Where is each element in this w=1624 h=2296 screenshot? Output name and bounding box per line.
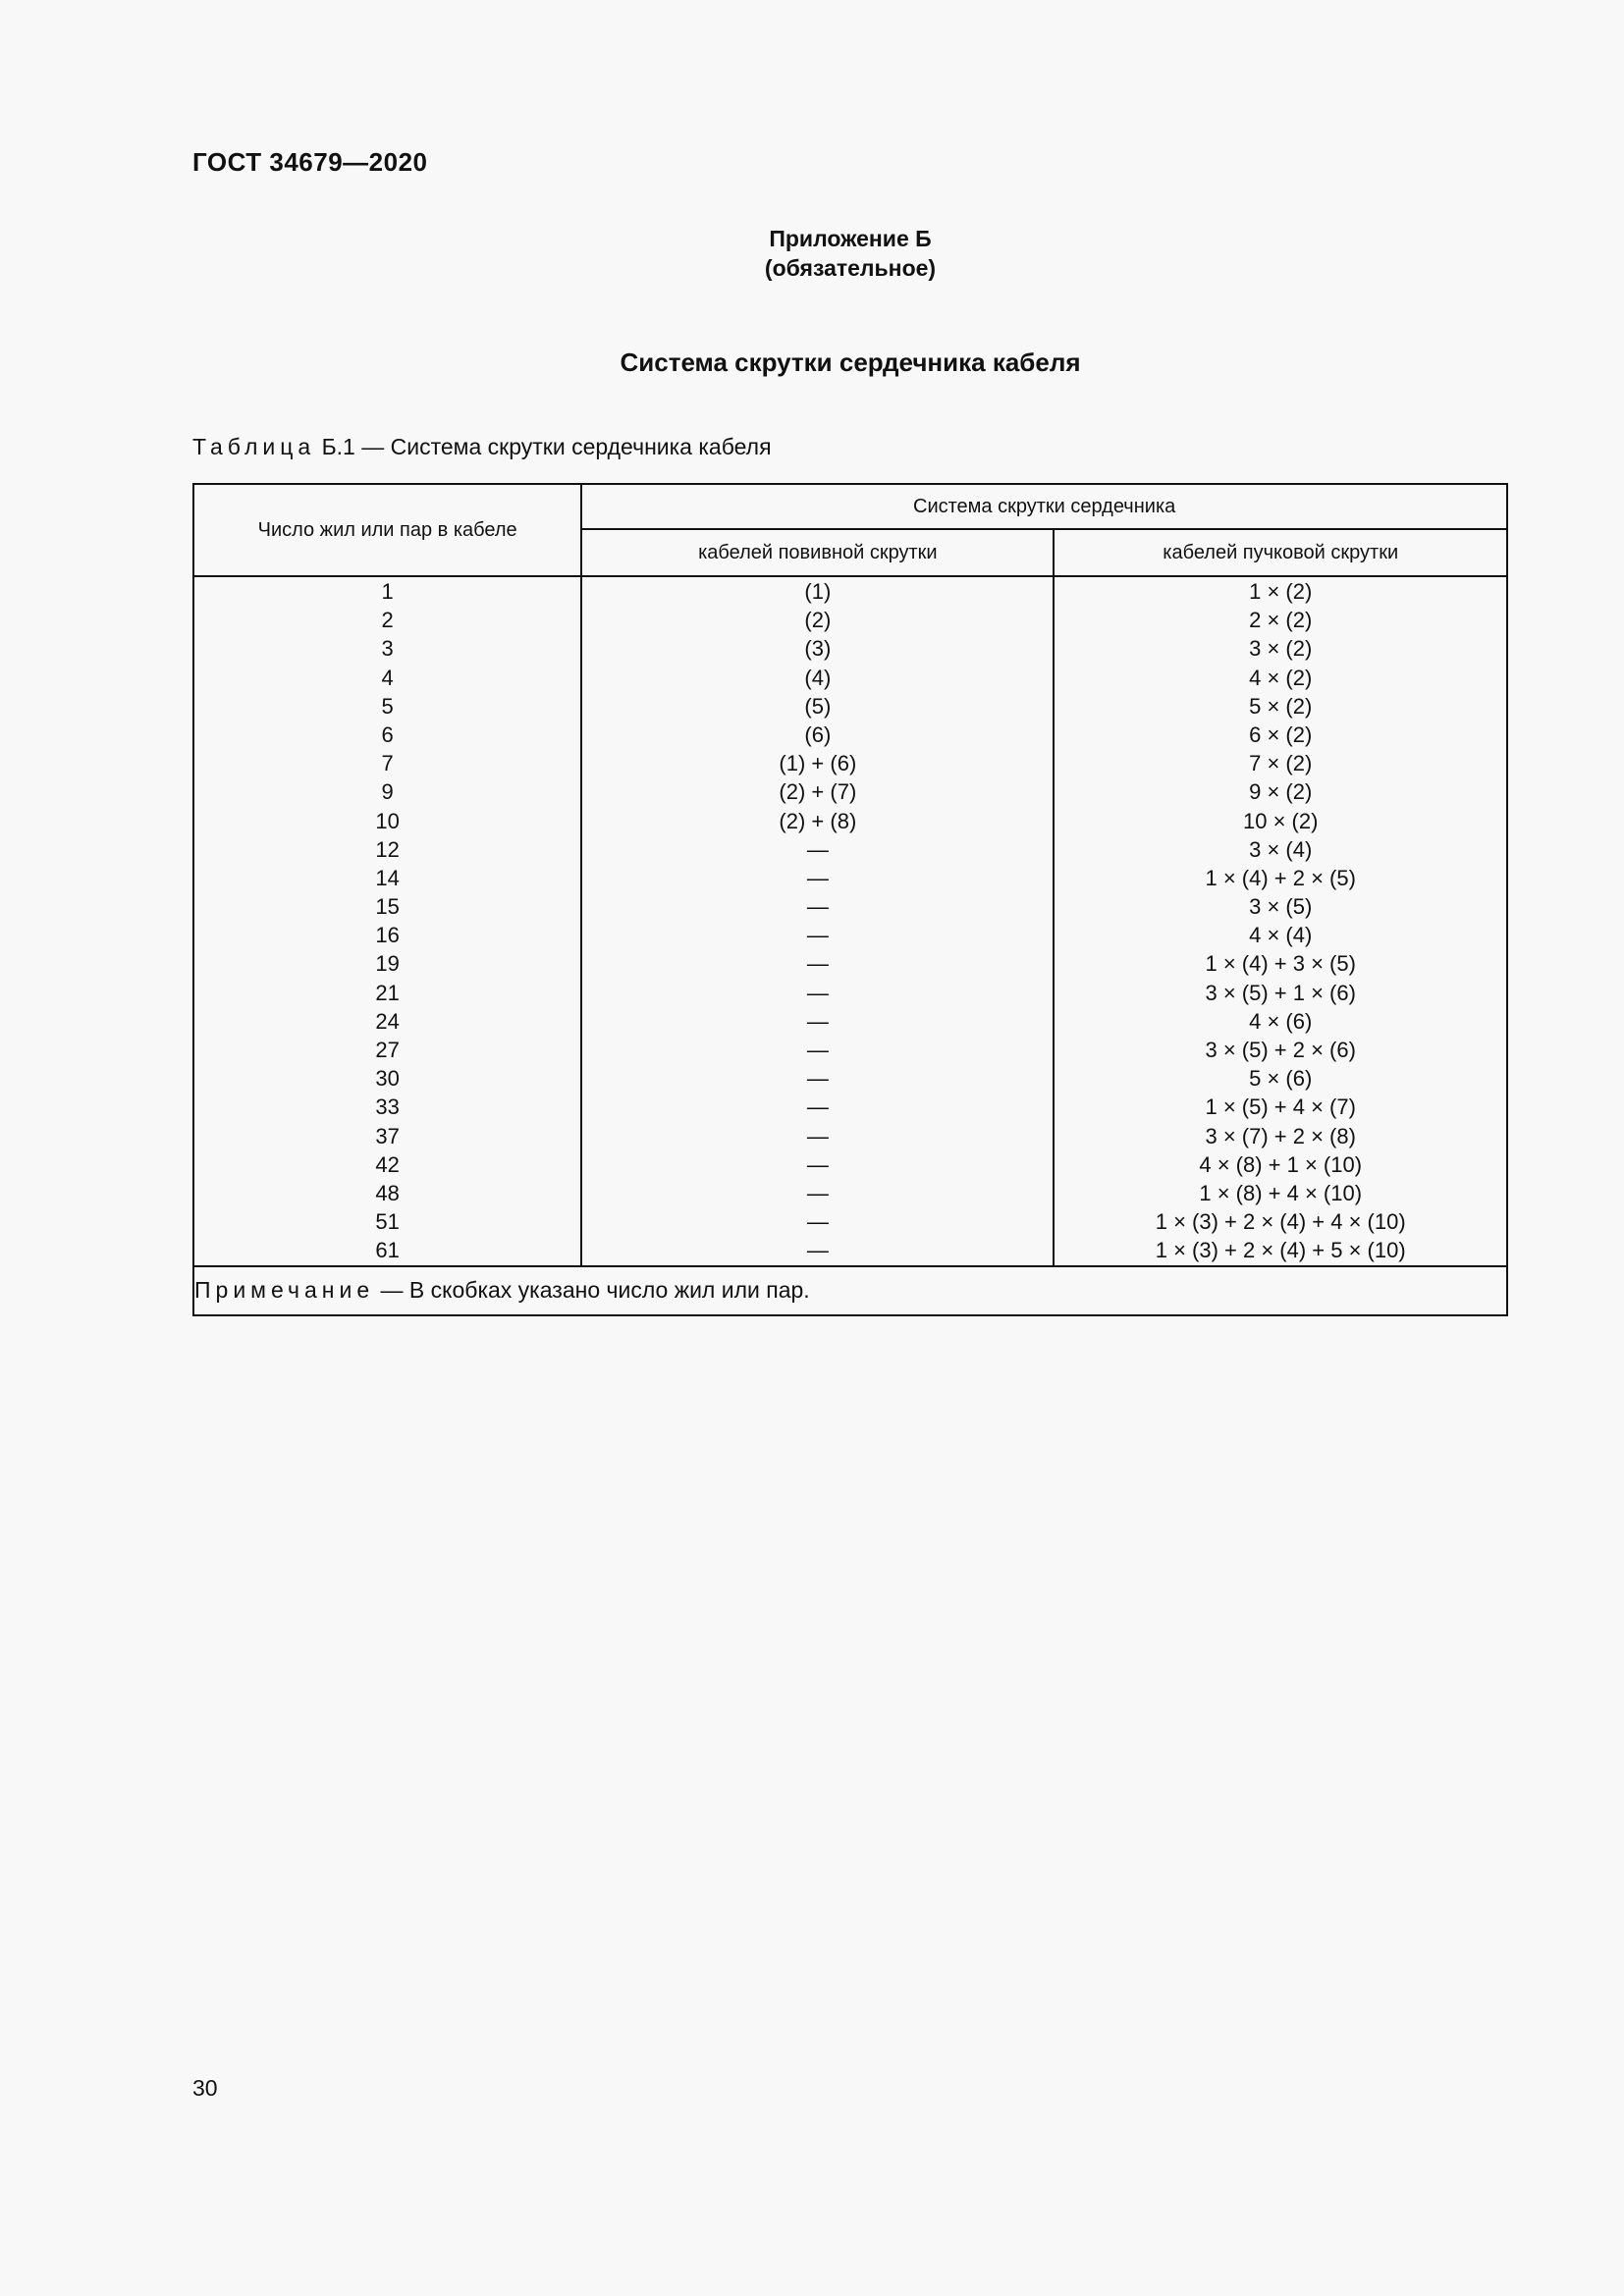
table-cell-count: 21 [375, 980, 400, 1005]
appendix-title: Приложение Б [769, 226, 932, 251]
table-cell-count: 12 [375, 836, 400, 862]
table-cell-count: 6 [381, 721, 394, 747]
table-cell-layered: — [806, 1066, 829, 1092]
table-cell-count: 9 [381, 779, 394, 805]
table-cell-bundled: 7 × (2) [1249, 751, 1313, 776]
table-cell-bundled: 9 × (2) [1249, 779, 1313, 805]
table-body [193, 576, 1507, 1266]
table-cell-layered: (2) + (7) [779, 779, 857, 805]
table-cell-count: 7 [381, 751, 394, 776]
page-number: 30 [192, 2075, 218, 2101]
table-cell-count: 48 [375, 1180, 400, 1205]
table-caption-text: Б.1 — Система скрутки сердечника кабеля [321, 434, 772, 459]
table-cell-count: 51 [375, 1209, 400, 1235]
table-cell-layered: (2) [804, 608, 832, 633]
bundled-twisting-column [1054, 576, 1507, 1266]
table-cell-bundled: 10 × (2) [1242, 808, 1319, 833]
table-cell-count: 19 [375, 951, 400, 977]
table-cell-count: 30 [375, 1066, 400, 1092]
table-cell-bundled: 1 × (5) + 4 × (7) [1205, 1095, 1356, 1120]
table-cell-layered: — [806, 1209, 829, 1235]
table-cell-layered: — [806, 1123, 829, 1148]
table-cell-layered: — [806, 1008, 829, 1034]
table-cell-layered: — [806, 980, 829, 1005]
appendix-heading [0, 224, 1624, 283]
table-cell-bundled: 1 × (3) + 2 × (4) + 5 × (10) [1155, 1238, 1406, 1263]
table-cell-count: 2 [381, 608, 394, 633]
table-cell-layered: (5) [804, 693, 832, 719]
table-cell-bundled: 3 × (5) [1249, 894, 1313, 920]
table-cell-bundled: 3 × (7) + 2 × (8) [1205, 1123, 1356, 1148]
table-cell-bundled: 6 × (2) [1249, 721, 1313, 747]
table-cell-layered: — [806, 1151, 829, 1177]
table-cell-bundled: 1 × (3) + 2 × (4) + 4 × (10) [1155, 1209, 1406, 1235]
table-cell-bundled: 1 × (2) [1249, 579, 1313, 604]
table-cell-bundled: 3 × (4) [1249, 836, 1313, 862]
table-cell-count: 1 [381, 579, 394, 604]
table-cell-layered: (4) [804, 665, 832, 690]
table-note [193, 1266, 1507, 1315]
note-text: — В скобках указано число жил или пар. [374, 1277, 810, 1303]
table-cell-count: 5 [381, 693, 394, 719]
table-cell-count: 15 [375, 894, 400, 920]
table-cell-count: 42 [375, 1151, 400, 1177]
table-cell-count: 14 [375, 865, 400, 890]
document-code: ГОСТ 34679—2020 [192, 147, 428, 177]
table-cell-layered: — [806, 894, 829, 920]
header-layered-twisting: кабелей повивной скрутки [581, 529, 1054, 576]
table-cell-bundled: 2 × (2) [1249, 608, 1313, 633]
table-cell-layered: — [806, 1038, 829, 1062]
note-label: Примечание [194, 1277, 375, 1303]
table-cell-layered: (1) [804, 579, 832, 604]
table-cell-layered: — [806, 1180, 829, 1205]
table-cell-count: 27 [375, 1038, 400, 1062]
table-cell-layered: — [806, 836, 829, 862]
table-cell-layered: — [806, 1238, 829, 1263]
header-twisting-system: Система скрутки сердечника [581, 484, 1507, 529]
table-cell-bundled: 5 × (2) [1249, 693, 1313, 719]
table-cell-bundled: 1 × (4) + 3 × (5) [1205, 951, 1356, 977]
table-cell-bundled: 3 × (5) + 1 × (6) [1205, 980, 1356, 1005]
table-cell-layered: (1) + (6) [779, 751, 857, 776]
table-cell-bundled: 4 × (2) [1249, 665, 1313, 690]
table-cell-bundled: 5 × (6) [1249, 1066, 1313, 1092]
layered-twisting-column [581, 576, 1054, 1266]
table-cell-count: 24 [375, 1008, 400, 1034]
table-cell-bundled: 4 × (6) [1249, 1008, 1313, 1034]
table-cell-count: 4 [381, 665, 394, 690]
table-caption [192, 434, 772, 460]
header-wire-count: Число жил или пар в кабеле [193, 484, 581, 576]
section-title: Система скрутки сердечника кабеля [620, 347, 1081, 377]
table-cell-bundled: 4 × (4) [1249, 923, 1313, 948]
table-cell-layered: (2) + (8) [779, 808, 857, 833]
table-cell-count: 16 [375, 923, 400, 948]
wire-count-column [193, 576, 581, 1266]
table-cell-layered: — [806, 865, 829, 890]
table-cell-bundled: 3 × (5) + 2 × (6) [1205, 1038, 1356, 1062]
table-cell-layered: (6) [804, 721, 832, 747]
twisting-system-table [192, 483, 1508, 1316]
table-cell-count: 37 [375, 1123, 400, 1148]
table-cell-layered: (3) [804, 636, 832, 662]
table-cell-bundled: 3 × (2) [1249, 636, 1313, 662]
table-cell-count: 33 [375, 1095, 400, 1120]
appendix-status: (обязательное) [764, 255, 937, 281]
table-cell-count: 61 [375, 1238, 400, 1263]
table-cell-layered: — [806, 1095, 829, 1120]
table-cell-bundled: 1 × (4) + 2 × (5) [1205, 865, 1356, 890]
table-caption-label: Таблица [192, 434, 316, 459]
table-cell-count: 10 [375, 808, 400, 833]
table-cell-bundled: 4 × (8) + 1 × (10) [1199, 1151, 1363, 1177]
header-bundled-twisting: кабелей пучковой скрутки [1054, 529, 1507, 576]
table-cell-layered: — [806, 923, 829, 948]
table-cell-layered: — [806, 951, 829, 977]
table-cell-bundled: 1 × (8) + 4 × (10) [1199, 1180, 1363, 1205]
table-cell-count: 3 [381, 636, 394, 662]
